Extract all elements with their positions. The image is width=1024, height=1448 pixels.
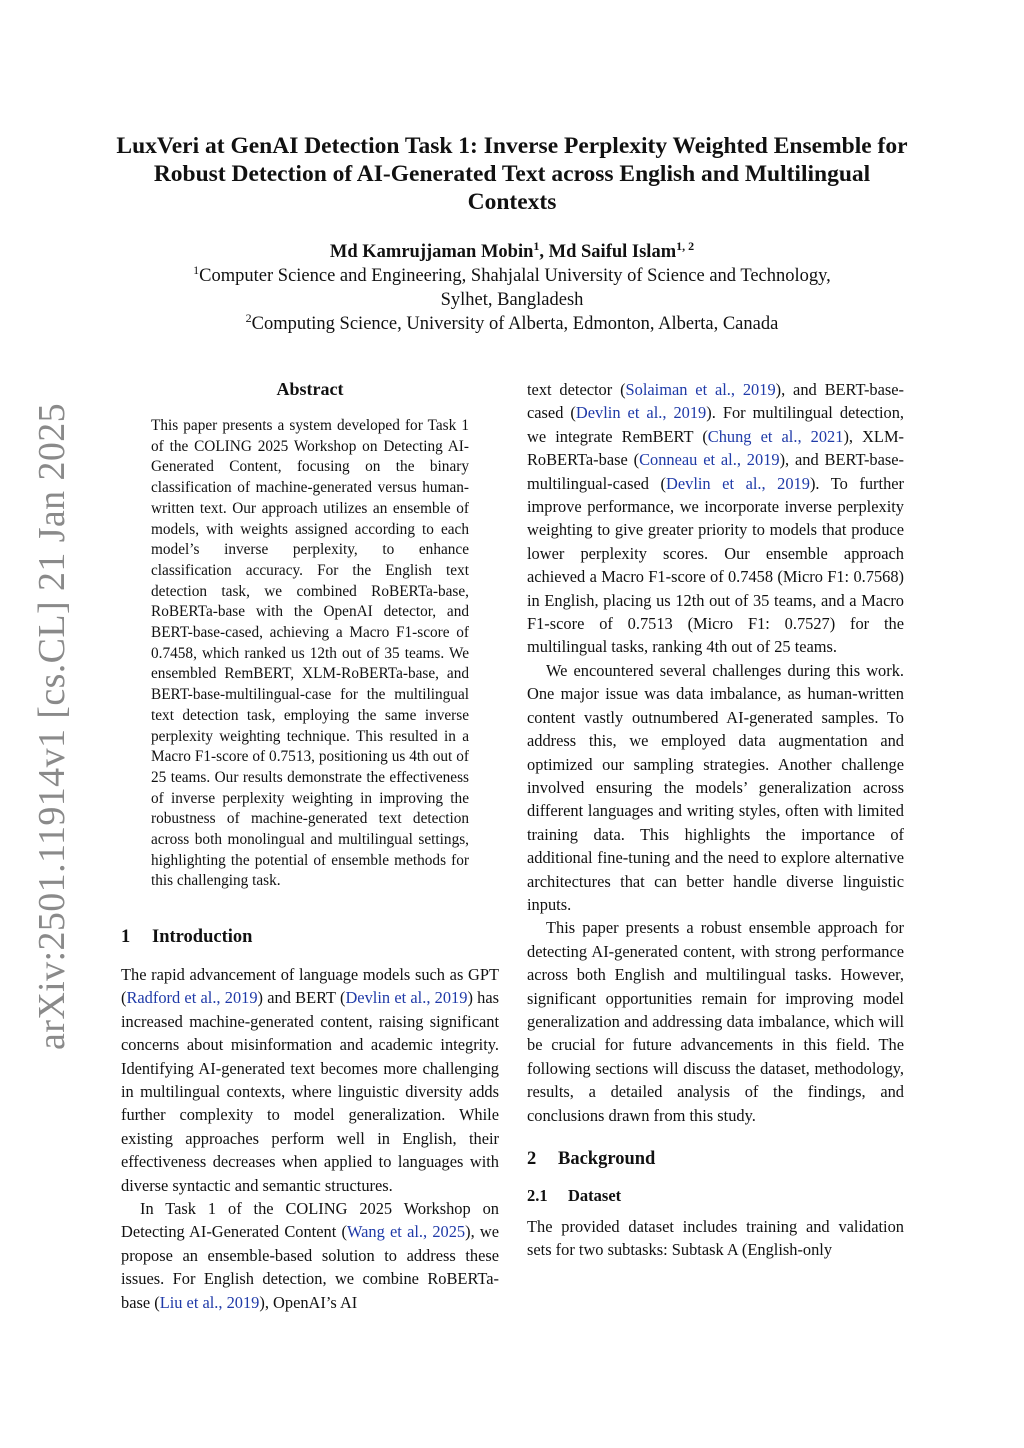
paragraph-text: The rapid advancement of language models such as GPT (	[121, 965, 499, 1008]
author-name: Md Saiful Islam	[548, 242, 677, 262]
affiliation-text: Computer Science and Engineering, Shahjalal University of Science and Technology,	[199, 266, 831, 286]
intro-paragraph-5: This paper presents a robust ensemble approach for detecting AI-generated content, with strong performance across both English and multilingual tasks. However, significant opportunities remain for improving model generalization and addressing data imbalance, which will be crucial for future advancements in this field. The following sections will discuss the dataset, methodology, results, a detailed analysis of the findings, and conclusions drawn from this study.	[527, 918, 904, 1125]
paper-title: LuxVeri at GenAI Detection Task 1: Inverse Perplexity Weighted Ensemble for Robust Detection of AI-Generated Text across English and Multilingual Contexts	[116, 133, 908, 215]
paragraph-text: ) and BERT (	[257, 988, 346, 1008]
abstract-heading: Abstract	[276, 379, 344, 399]
author-block	[110, 240, 914, 336]
citation-link[interactable]: Radford et al., 2019	[126, 988, 258, 1008]
paragraph-text: ), and BERT-base-cased (	[527, 380, 905, 423]
affiliation-1-location: Sylhet, Bangladesh	[440, 290, 584, 310]
citation-link[interactable]: Devlin et al., 2019	[575, 403, 707, 423]
citation-link[interactable]: Devlin et al., 2019	[666, 473, 810, 493]
left-column	[121, 925, 499, 1314]
affiliation-1	[110, 264, 914, 288]
intro-paragraph-1	[121, 963, 499, 1197]
affiliation-text: Computing Science, University of Alberta, Edmonton, Alberta, Canada	[251, 314, 779, 334]
author-names: Md Kamrujjaman Mobin$^1$, Md Saiful Islam$^{1, 2}$	[329, 239, 695, 262]
paragraph-text: ), XLM-RoBERTa-base (	[527, 426, 904, 470]
affiliation-mark: 2	[245, 311, 252, 325]
paragraph-text: ), OpenAI’s AI	[259, 1292, 358, 1312]
section-heading-introduction	[121, 925, 499, 949]
section-title: Background	[558, 1149, 656, 1169]
citation-link[interactable]: Liu et al., 2019	[159, 1292, 260, 1312]
dataset-paragraph: The provided dataset includes training and validation sets for two subtasks: Subtask A (English-only	[527, 1217, 904, 1260]
paragraph-text: text detector (	[527, 380, 626, 399]
right-column	[527, 378, 904, 1262]
intro-paragraph-4: We encountered several challenges during this work. One major issue was data imbalance, as human-written content vastly outnumbered AI-generated samples. To address this, we employed data augmentation and optimized our sampling strategies. Another challenge involved ensuring the models’ generalization across different languages and writing styles, often with limited training data. This highlights the importance of additional fine-tuning and the need to explore alternative architectures that can better handle diverse linguistic inputs.	[527, 660, 904, 914]
author-affiliation-mark: 1, 2	[676, 239, 695, 253]
abstract-body: This paper presents a system developed for Task 1 of the COLING 2025 Workshop on Detecting AI-Generated Content, focusing on the binary classification of machine-generated versus human-written text. Our approach utilizes an ensemble of models, with weights assigned according to each model’s inverse perplexity, to enhance classification accuracy. For the English text detection task, we combined RoBERTa-base, RoBERTa-base with the OpenAI detector, and BERT-base-cased, achieving a Macro F1-score of 0.7458, which ranked us 12th out of 35 teams. We ensembled RemBERT, XLM-RoBERTa-base, and BERT-base-multilingual-case for the multilingual text detection task, employing the same inverse perplexity weighting technique. This resulted in a Macro F1-score of 0.7513, positioning us 4th out of 25 teams. Our results demonstrate the effectiveness of inverse perplexity weighting in improving the robustness of machine-generated text detection across both monolingual and multilingual settings, highlighting the potential of ensemble methods for this challenging task.	[151, 417, 469, 890]
paragraph-text: ) has increased machine-generated content, raising significant concerns about misinformation and academic integrity. Identifying AI-generated text becomes more challenging in multilingual contexts, where linguistic diversity adds further complexity to model generalization. While existing approaches perform well in English, their effectiveness decreases when applied to languages with diverse syntactic and semantic structures.	[121, 988, 500, 1195]
citation-link[interactable]: Devlin et al., 2019	[345, 988, 468, 1008]
subsection-number: 2.1	[527, 1186, 548, 1205]
section-title: Introduction	[152, 927, 253, 947]
author-name: Md Kamrujjaman Mobin	[329, 242, 534, 262]
intro-paragraph-2	[121, 1197, 499, 1314]
paragraph-text: ), and BERT-base-multilingual-cased (	[527, 450, 904, 493]
author-affiliation-mark: 1	[533, 239, 540, 253]
affiliation-2	[110, 312, 914, 336]
section-number: 1	[121, 927, 131, 947]
citation-link[interactable]: Conneau et al., 2019	[639, 450, 780, 470]
affiliation-mark: 1	[193, 263, 200, 277]
section-number: 2	[527, 1149, 537, 1169]
citation-link[interactable]: Wang et al., 2025	[346, 1222, 466, 1242]
paragraph-text: In Task 1 of the COLING 2025 Workshop on Detecting AI-Generated Content (	[121, 1199, 499, 1242]
citation-link[interactable]: Chung et al., 2021	[707, 426, 844, 446]
citation-link[interactable]: Solaiman et al., 2019	[625, 380, 776, 399]
section-heading-background	[527, 1147, 904, 1171]
intro-paragraph-3	[527, 378, 904, 659]
subsection-heading-dataset	[527, 1185, 904, 1207]
paragraph-text: ). To further improve performance, we incorporate inverse perplexity weighting to give greater priority to models that produce lower perplexity scores. Our ensemble approach achieved a Macro F1-score of 0.7458 (Micro F1: 0.7568) in English, placing us 12th out of 35 teams, and a Macro F1-score of 0.7513 (Micro F1: 0.7527) for the multilingual tasks, ranking 4th out of 25 teams.	[527, 473, 904, 657]
paragraph-text: ), we propose an ensemble-based solution to address these issues. For English detection, we combine RoBERTa-base (	[121, 1222, 500, 1312]
arxiv-identifier-stamp: arXiv:2501.11914v1 [cs.CL] 21 Jan 2025	[31, 402, 73, 1050]
subsection-title: Dataset	[568, 1186, 622, 1205]
paragraph-text: ). For multilingual detection, we integrate RemBERT (	[527, 403, 904, 446]
